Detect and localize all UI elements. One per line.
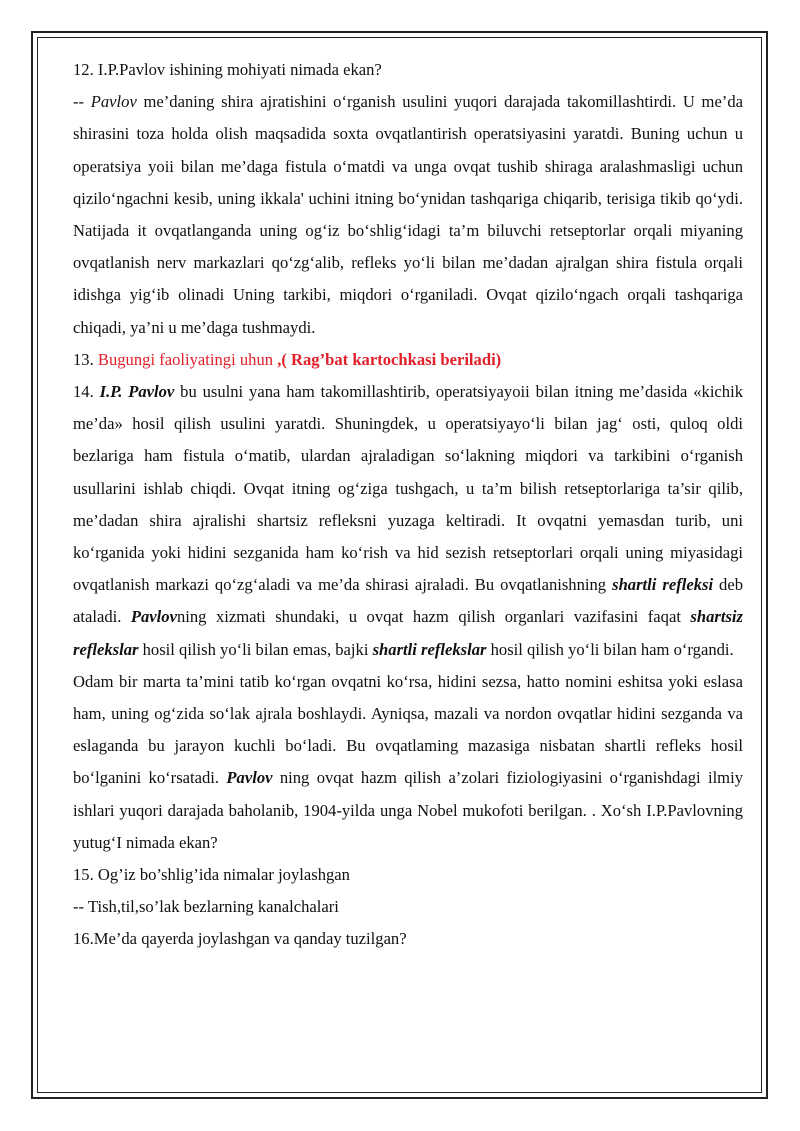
question-16: 16.Me’da qayerda joylashgan va qanday tuzilgan? — [73, 929, 407, 949]
item-13: 13. Bugungi faoliyatingi uhun ,( Rag’bat kartochkasi beriladi) — [73, 349, 502, 369]
paragraph-14: 14. I.P. Pavlov bu usulni yana ham takomillashtirib, operatsiyayoii bilan itning me’dasida «kichik me’da» hosil qilish usulini yaratdi. Shuningdek, u operatsiyayo‘li bilan jag‘ osti, quloq oldi bezlariga ham fistula o‘matib, ulardan ajraladigan so‘lakning miqdori va tarkibini o‘rganish usullarini ishlab chiqdi. Ovqat itning og‘ziga tushgach, u ta’m bilish retseptorlariga ta’sir qilib, me’dadan shira ajralishi shartsiz refleksni yuzaga keltiradi. It ovqatni yemasdan turib, uni ko‘rganida yoki hidini sezganida ham ko‘rish va hid sezish retseptorlari orqali uning miyasidagi ovqatlanish markazi qo‘zg‘aladi va me’da shirasi ajraladi. Bu ovqatlanishning shartli refleksi deb ataladi. Pavlovning xizmati shundaki, u ovqat hazm qilish organlari vazifasini faqat shartsiz reflekslar hosil qilish yo‘li bilan emas, bajki shartli reflekslar hosil qilish yo‘li bilan ham o‘rgandi. — [73, 382, 744, 659]
document-body — [73, 54, 743, 956]
pavlov-name: Pavlov — [226, 768, 273, 788]
reward-card-note: ,( Rag’bat kartochkasi beriladi) — [277, 349, 502, 369]
pavlov-name: I.P. Pavlov — [99, 382, 175, 402]
question-12: 12. I.P.Pavlov ishining mohiyati nimada ekan? — [73, 60, 382, 79]
reward-note: Bugungi faoliyatingi uhun — [97, 349, 278, 369]
paragraph-odam: Odam bir marta ta’mini tatib ko‘rgan ovqatni ko‘rsa, hidini sezsa, hatto nomini eshitsa yoki eslasa ham, uning og‘zida so‘lak ajrala boshlaydi. Ayniqsa, mazali va nordon ovqatlar hidini sezganda va eslaganda bu jarayon kuchli bo‘ladi. Bu ovqatlaming mazasiga nisbatan shartli refleks hosil bo‘lganini ko‘rsatadi. Pavlov ning ovqat hazm qilish a’zolari fiziologiyasini o‘rganishdagi ilmiy ishlari yuqori darajada baholanib, 1904-yilda unga Nobel mukofoti berilgan. . Xo‘sh I.P.Pavlovning yutug‘I nimada ekan? — [73, 671, 743, 852]
term-conditioned-reflexes: shartli reflekslar — [372, 639, 487, 659]
answer-12: -- Pavlov me’daning shira ajratishini o‘rganish usulini yuqori darajada takomillashtirdi. U me’da shirasini toza holda olish maqsadida soxta ovqatlantirish operatsiyasini yaratdi. Buning uchun u operatsiya yoii bilan me’daga fistula o‘matdi va unga ovqat tushib shiraga aralashmasligi uchun qizilo‘ngachni kesib, uning ikkala' uchini itning bo‘ynidan tashqariga chiqarib, terisiga tikib qo‘ydi. Natijada it ovqatlanganda uning og‘iz bo‘shlig‘idagi ta’m biluvchi retseptorlar orqali miyaning ovqatlanish nerv markazlari qo‘zg‘alib, refleks yo‘li bilan me’dadan ajralgan shira fistula orqali idishga yig‘ib olinadi Uning tarkibi, miqdori o‘rganiladi. Ovqat qizilo‘ngach orqali tashqariga chiqadi, ya’ni u me’daga tushmaydi. — [73, 92, 743, 337]
pavlov-name: Pavlov — [130, 607, 177, 627]
answer-15: -- Tish,til,so’lak bezlarning kanalchalari — [73, 897, 339, 917]
term-conditioned-reflex: shartli refleksi — [612, 575, 714, 595]
term-unconditioned-reflexes: shartsiz reflekslar — [73, 607, 743, 659]
question-15: 15. Og’iz bo’shlig’ida nimalar joylashgan — [73, 865, 350, 885]
pavlov-name: Pavlov — [90, 92, 137, 112]
